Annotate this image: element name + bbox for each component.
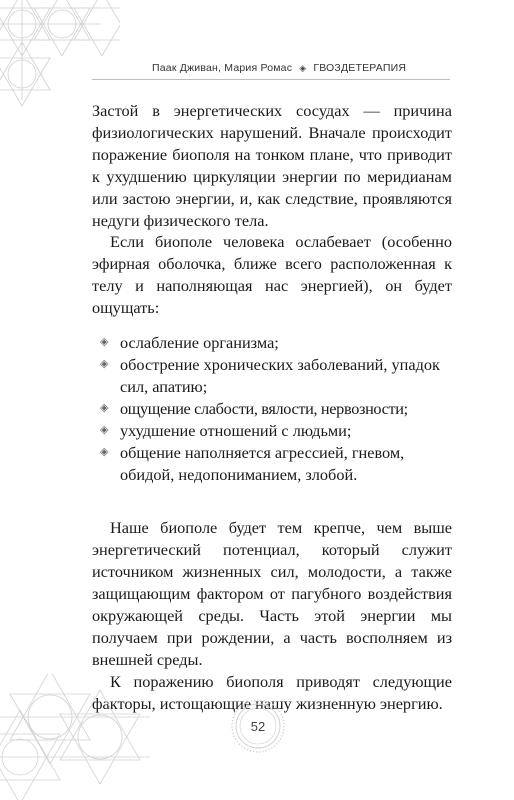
running-head-title: ГВОЗДЕТЕРАПИЯ [313, 62, 407, 74]
list-item-text: ухудшение отношений с людьми; [120, 420, 352, 440]
paragraph-3: Наше биополе будет тем крепче, чем выше энергетический потенциал, который служит источником жизненных сил, молодости, а также защищающим фактором от пагубного воздействия окружающей среды. Часть этой энергии мы получаем при рождении, а часть восполняем из внешней среды. [92, 518, 452, 669]
running-head-authors: Паак Дживан, Мария Ромас [152, 62, 293, 74]
list-item [92, 442, 452, 486]
list-item-text: ощущение слабости, вялости, нервозности; [120, 398, 408, 418]
paragraph-4: К поражению биополя приводят следующие факторы, истощающие нашу жизненную энергию. [92, 671, 452, 713]
list-item-text: ослабление организма; [120, 333, 279, 353]
list-item [92, 420, 452, 442]
geometric-ornament-bottom [0, 674, 160, 800]
body-text [92, 100, 452, 715]
page-number: 52 [250, 718, 266, 734]
paragraph-2: Если биополе человека ослабевает (особенно эфирная оболочка, ближе всего расположенная к телу и наполняющая нас энергией), он будет ощущать: [92, 232, 452, 318]
list-item [92, 332, 452, 354]
geometric-ornament-top [0, 0, 120, 110]
list-item-text: обострение хронических заболеваний, упадок сил, апатию; [120, 354, 440, 396]
list-item-text: общение наполняется агрессией, гневом, обидой, недопониманием, злобой. [120, 442, 405, 484]
paragraph-1: Застой в энергетических сосудах — причина физиологических нарушений. Вначале происходит поражение биополя на тонком плане, что приводит к ухудшению циркуляции энергии по меридианам или застою энергии, и, как следствие, проявляются недуги физического тела. [92, 101, 452, 230]
list-item [92, 398, 452, 420]
list-item [92, 354, 452, 398]
diamond-bullet-icon: ◈ [100, 357, 109, 370]
symptom-list [92, 332, 452, 485]
header-rule [92, 79, 450, 80]
diamond-separator-icon: ◈ [299, 62, 307, 73]
running-head [152, 62, 452, 74]
diamond-bullet-icon: ◈ [100, 401, 109, 414]
page-number-badge [230, 698, 286, 754]
diamond-bullet-icon: ◈ [100, 445, 109, 458]
diamond-bullet-icon: ◈ [100, 336, 109, 349]
diamond-bullet-icon: ◈ [100, 423, 109, 436]
